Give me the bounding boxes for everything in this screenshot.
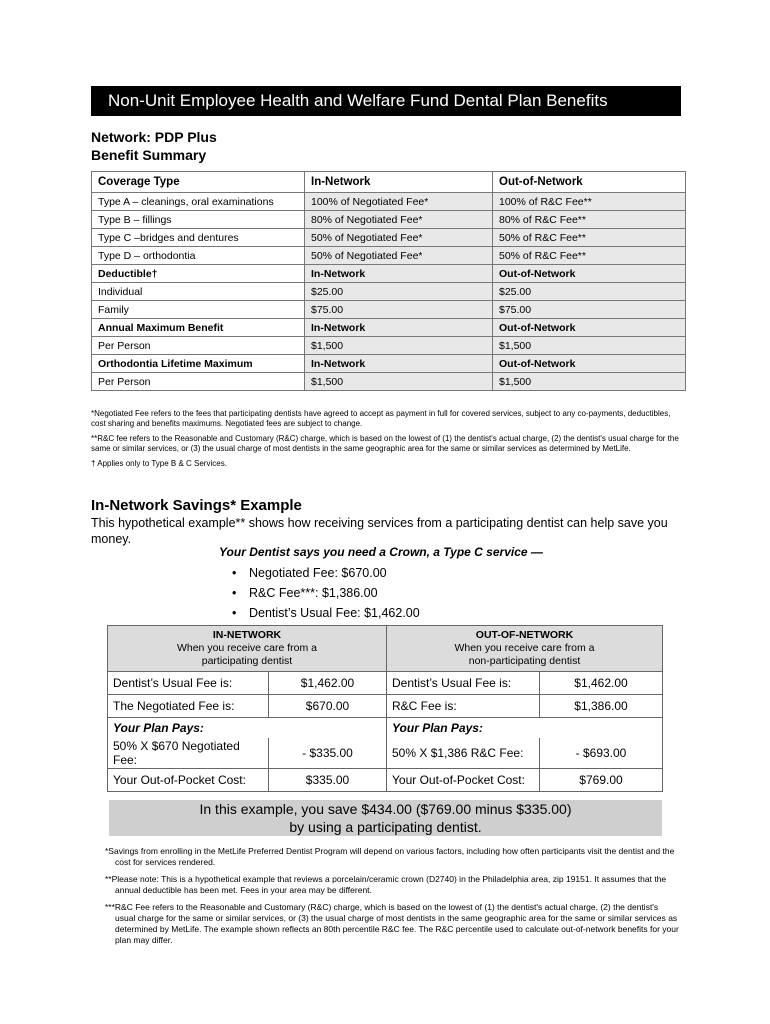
coverage-cell: Individual [92,283,305,301]
coverage-cell: Orthodontia Lifetime Maximum [92,355,305,373]
table-row [92,229,686,247]
coverage-cell: Type C –bridges and dentures [92,229,305,247]
in-usual-fee-label: Dentist’s Usual Fee is: [108,672,269,695]
header-out-of-network: Out-of-Network [493,172,686,193]
fee-list [232,563,420,623]
coverage-cell: Annual Maximum Benefit [92,319,305,337]
coverage-cell: Type D – orthodontia [92,247,305,265]
savings-subtitle: Your Dentist says you need a Crown, a Type C service — [219,545,543,559]
in-network-cell: In-Network [305,265,493,283]
rc-fee-value: $1,386.00 [540,695,663,718]
footnotes [105,846,680,952]
table-row [108,738,663,769]
out-of-network-header-title: OUT-OF-NETWORK [475,629,574,641]
out-of-network-cell: 50% of R&C Fee** [493,229,686,247]
benefit-summary-table [91,171,686,391]
in-network-header [108,626,387,672]
coverage-cell: Per Person [92,373,305,391]
table-row [92,193,686,211]
out-of-network-header [387,626,663,672]
table-row [92,301,686,319]
footnote-hypothetical: **Please note: This is a hypothetical example that reviews a porcelain/ceramic crown (D2740) in the Philadelphia area, zip 19151. It assumes that the annual deductible has been met. Fees in your area may be different. [105,874,667,895]
rc-fee-label: R&C Fee is: [387,695,540,718]
benefit-summary-heading: Benefit Summary [91,147,207,163]
in-oop-label: Your Out-of-Pocket Cost: [108,769,269,792]
table-row [92,373,686,391]
out-of-network-cell: $75.00 [493,301,686,319]
table-subheader-row [92,319,686,337]
in-network-cell: $75.00 [305,301,493,319]
note-deductible: † Applies only to Type B & C Services. [91,459,227,468]
savings-callout-line: In this example, you save $434.00 ($769.00 minus $335.00) [199,801,572,817]
benefit-notes [91,409,686,474]
savings-callout-line: by using a participating dentist. [289,819,482,835]
table-row [108,718,663,738]
table-row [92,247,686,265]
in-network-cell: 80% of Negotiated Fee* [305,211,493,229]
out-of-network-cell: Out-of-Network [493,319,686,337]
network-name: Network: PDP Plus [91,129,217,145]
page-title: Non-Unit Employee Health and Welfare Fund Dental Plan Benefits [91,86,681,116]
table-row [108,769,663,792]
savings-intro: This hypothetical example** shows how receiving services from a participating dentist can help save you money. [91,516,668,546]
out-of-network-cell: 80% of R&C Fee** [493,211,686,229]
coverage-cell: Type B – fillings [92,211,305,229]
in-network-cell: $25.00 [305,283,493,301]
in-network-header-line: participating dentist [201,655,293,667]
savings-callout [109,800,662,836]
list-item: • Negotiated Fee: $670.00 [232,563,420,583]
coverage-cell: Per Person [92,337,305,355]
out-plan-pays-calc: 50% X $1,386 R&C Fee: [387,738,540,769]
in-plan-pays-value: - $335.00 [269,738,387,769]
out-of-network-cell: 50% of R&C Fee** [493,247,686,265]
table-row [92,211,686,229]
out-oop-value: $769.00 [540,769,663,792]
coverage-cell: Type A – cleanings, oral examinations [92,193,305,211]
out-of-network-cell: $25.00 [493,283,686,301]
in-usual-fee-value: $1,462.00 [269,672,387,695]
table-row [92,283,686,301]
out-plan-pays-label: Your Plan Pays: [387,718,663,738]
table-subheader-row [92,265,686,283]
in-network-cell: In-Network [305,319,493,337]
out-of-network-cell: Out-of-Network [493,355,686,373]
in-network-cell: $1,500 [305,337,493,355]
in-network-cell: $1,500 [305,373,493,391]
note-negotiated-fee: *Negotiated Fee refers to the fees that participating dentists have agreed to accept as payment in full for covered services, subject to any co-payments, deductibles, cost sharing and benefits maximums. Negotiated fees are subject to change. [91,409,671,428]
table-row [108,672,663,695]
out-plan-pays-value: - $693.00 [540,738,663,769]
savings-example-table [107,625,663,792]
footnote-savings: *Savings from enrolling in the MetLife Preferred Dentist Program will depend on various factors, including how often participants visit the dentist and the cost for services rendered. [105,846,675,867]
in-network-cell: In-Network [305,355,493,373]
header-coverage-type: Coverage Type [92,172,305,193]
out-of-network-cell: $1,500 [493,337,686,355]
in-oop-value: $335.00 [269,769,387,792]
list-item: • Dentist’s Usual Fee: $1,462.00 [232,603,420,623]
table-row [92,337,686,355]
in-network-cell: 50% of Negotiated Fee* [305,229,493,247]
negotiated-fee-value: $670.00 [269,695,387,718]
out-of-network-cell: 100% of R&C Fee** [493,193,686,211]
footnote-rc-fee: ***R&C Fee refers to the Reasonable and Customary (R&C) charge, which is based on the lowest of (1) the dentist's actual charge, (2) the dentist's usual charge for the same or similar services, or (3) the usual charge of most dentists in the same geographic area for the same or similar services as determined by MetLife. The example shown reflects an 80th percentile R&C fee. The R&C percentile used to calculate out-of-network benefits for your plan may differ. [105,902,679,945]
note-rc-fee: **R&C fee refers to the Reasonable and Customary (R&C) charge, which is based on the lowest of (1) the dentist's actual charge, (2) the dentist's usual charge for the same or similar services, or (3) the usual charge of most dentists in the same geographic area for the same or similar services as determined by MetLife. [91,434,679,453]
out-of-network-cell: $1,500 [493,373,686,391]
negotiated-fee-label: The Negotiated Fee is: [108,695,269,718]
out-of-network-header-line: non-participating dentist [468,655,581,667]
in-network-header-line: When you receive care from a [176,642,318,654]
savings-title: In-Network Savings* Example [91,497,302,514]
header-in-network: In-Network [305,172,493,193]
table-subheader-row [92,355,686,373]
out-of-network-cell: Out-of-Network [493,265,686,283]
in-network-cell: 50% of Negotiated Fee* [305,247,493,265]
coverage-cell: Deductible† [92,265,305,283]
out-oop-label: Your Out-of-Pocket Cost: [387,769,540,792]
in-plan-pays-calc: 50% X $670 Negotiated Fee: [108,738,269,769]
in-network-header-title: IN-NETWORK [212,629,282,641]
out-usual-fee-value: $1,462.00 [540,672,663,695]
out-usual-fee-label: Dentist’s Usual Fee is: [387,672,540,695]
coverage-cell: Family [92,301,305,319]
network-heading [91,128,217,164]
out-of-network-header-line: When you receive care from a [454,642,595,654]
list-item: • R&C Fee***: $1,386.00 [232,583,420,603]
in-plan-pays-label: Your Plan Pays: [108,718,387,738]
in-network-cell: 100% of Negotiated Fee* [305,193,493,211]
table-row [108,695,663,718]
benefit-table-header [92,172,686,193]
